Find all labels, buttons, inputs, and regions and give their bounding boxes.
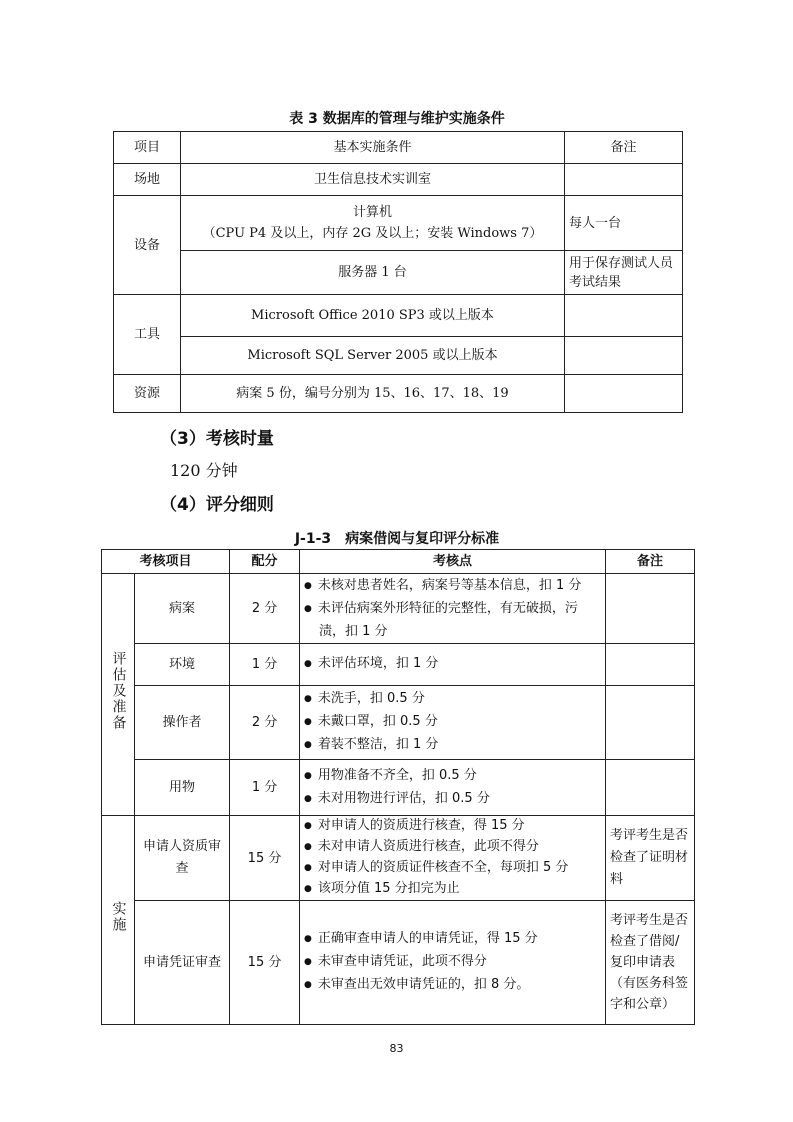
section-duration-value: 120 分钟 <box>170 461 238 480</box>
point-item: ● 未对申请人资质进行核查，此项不得分 <box>304 837 601 858</box>
section-duration-heading: （3）考核时量 <box>160 429 274 449</box>
equip-label: 设备 <box>114 196 181 295</box>
page-number: 83 <box>389 1042 404 1055</box>
point-item: ● 用物准备不齐全，扣 0.5 分 <box>304 765 601 788</box>
row-name: 环境 <box>135 644 230 686</box>
point-item: ● 未对用物进行评估，扣 0.5 分 <box>304 788 601 811</box>
site-condition: 卫生信息技术实训室 <box>181 164 565 196</box>
equip-server: 服务器 1 台 <box>181 251 565 295</box>
row-score: 1 分 <box>230 644 300 686</box>
row-score: 2 分 <box>230 574 300 644</box>
row-points <box>300 760 606 816</box>
row-note <box>606 686 695 760</box>
point-item: ● 该项分值 15 分扣完为止 <box>304 879 601 900</box>
header-remarks: 备注 <box>606 550 695 574</box>
resource-condition: 病案 5 份，编号分别为 15、16、17、18、19 <box>181 375 565 413</box>
point-item: ● 未洗手，扣 0.5 分 <box>304 688 601 711</box>
row-points <box>300 574 606 644</box>
point-item: ● 对申请人的资质进行核查，得 15 分 <box>304 816 601 837</box>
resource-note <box>565 375 683 413</box>
site-note <box>565 164 683 196</box>
equip-computer-spec: （CPU P4 及以上，内存 2G 及以上；安装 Windows 7） <box>202 226 543 241</box>
row-name: 申请凭证审查 <box>135 901 230 1025</box>
tools-label: 工具 <box>114 295 181 375</box>
header-condition: 基本实施条件 <box>181 132 565 164</box>
row-points <box>300 901 606 1025</box>
equip-computer-note: 每人一台 <box>565 196 683 251</box>
resource-label: 资源 <box>114 375 181 413</box>
point-item: ● 未审查申请凭证，此项不得分 <box>304 951 601 974</box>
row-points <box>300 644 606 686</box>
row-note: 考评考生是否检查了借阅/复印申请表（有医务科签字和公章） <box>606 901 695 1025</box>
row-name: 操作者 <box>135 686 230 760</box>
tool-office-note <box>565 295 683 337</box>
row-note <box>606 574 695 644</box>
row-name: 申请人资质审查 <box>135 816 230 901</box>
equip-computer <box>181 196 565 251</box>
table3-caption: 表 3 数据库的管理与维护实施条件 <box>289 111 505 127</box>
row-name: 用物 <box>135 760 230 816</box>
header-item: 项目 <box>114 132 181 164</box>
group-implementation-label: 实施 <box>110 900 127 933</box>
row-score: 2 分 <box>230 686 300 760</box>
site-label: 场地 <box>114 164 181 196</box>
row-points <box>300 686 606 760</box>
conditions-table <box>113 131 683 413</box>
group-assessment <box>102 574 135 816</box>
scoring-table-caption: J-1-3 病案借阅与复印评分标准 <box>294 531 500 547</box>
point-item: ● 对申请人的资质证件核查不全，每项扣 5 分 <box>304 858 601 879</box>
group-implementation <box>102 816 135 1025</box>
row-score: 15 分 <box>230 901 300 1025</box>
header-assess-item: 考核项目 <box>102 550 230 574</box>
row-note <box>606 644 695 686</box>
point-item: ● 未戴口罩，扣 0.5 分 <box>304 711 601 734</box>
point-item: ● 未评估环境，扣 1 分 <box>304 653 601 676</box>
equip-computer-title: 计算机 <box>352 205 392 220</box>
point-item: ● 未核对患者姓名，病案号等基本信息，扣 1 分 <box>304 575 601 598</box>
point-item: ● 未评估病案外形特征的完整性，有无破损，污渍，扣 1 分 <box>304 598 601 642</box>
tool-sqlserver-note <box>565 337 683 375</box>
row-name: 病案 <box>135 574 230 644</box>
row-points <box>300 816 606 901</box>
scoring-table <box>101 549 695 1025</box>
header-score: 配分 <box>230 550 300 574</box>
point-item: ● 未审查出无效申请凭证的，扣 8 分。 <box>304 974 601 997</box>
header-note: 备注 <box>565 132 683 164</box>
tool-office: Microsoft Office 2010 SP3 或以上版本 <box>181 295 565 337</box>
header-points: 考核点 <box>300 550 606 574</box>
point-item: ● 着装不整洁，扣 1 分 <box>304 734 601 757</box>
row-note: 考评考生是否检查了证明材料 <box>606 816 695 901</box>
row-score: 15 分 <box>230 816 300 901</box>
row-score: 1 分 <box>230 760 300 816</box>
group-assessment-label: 评估及准备 <box>110 651 127 731</box>
equip-server-note: 用于保存测试人员考试结果 <box>565 251 683 295</box>
section-scoring-heading: （4）评分细则 <box>160 495 274 515</box>
tool-sqlserver: Microsoft SQL Server 2005 或以上版本 <box>181 337 565 375</box>
row-note <box>606 760 695 816</box>
point-item: ● 正确审查申请人的申请凭证，得 15 分 <box>304 928 601 951</box>
